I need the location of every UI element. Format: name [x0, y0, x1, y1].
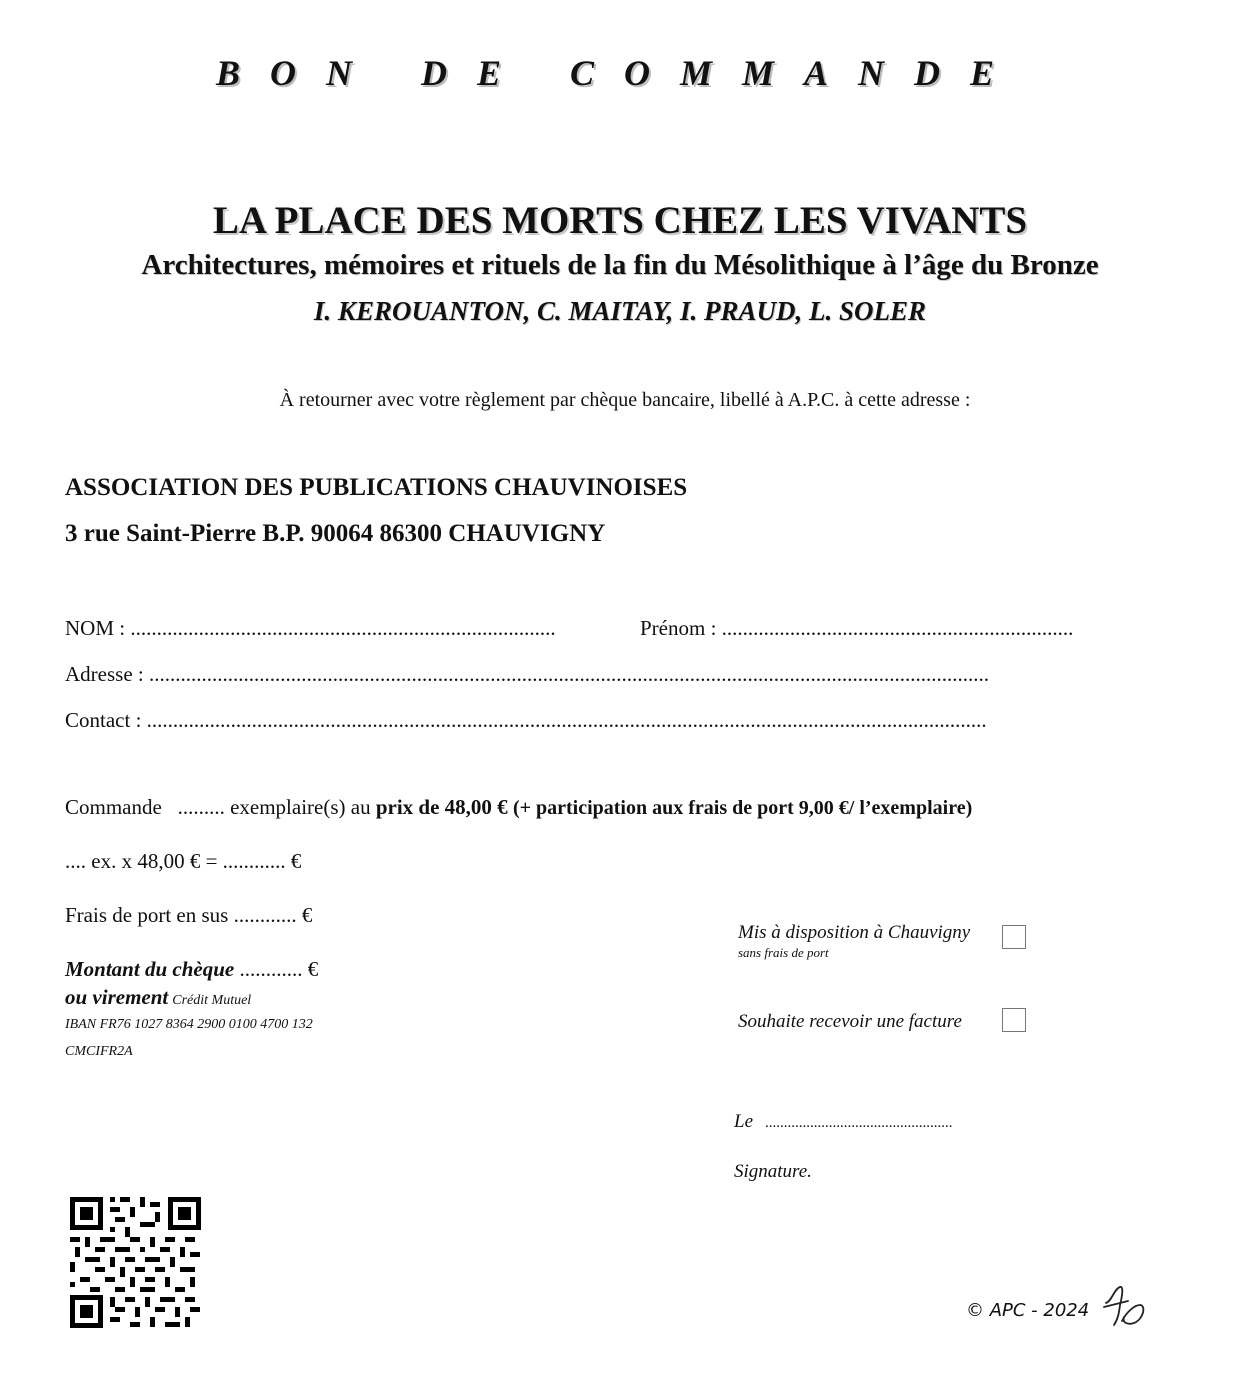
iban-text: IBAN FR76 1027 8364 2900 0100 4700 132 — [65, 1017, 313, 1032]
virement-line — [65, 985, 251, 1010]
copyright-text: © APC - 2024 — [966, 1300, 1090, 1321]
shipping-text: (+ participation aux frais de port 9,00 €/ l’exemplaire) — [512, 797, 973, 819]
virement-label: ou virement — [65, 985, 169, 1009]
date-label: Le — [734, 1111, 753, 1132]
commande-label: Commande — [65, 795, 162, 819]
prenom-field[interactable] — [640, 616, 1073, 641]
book-subtitle: Architectures, mémoires et rituels de la fin du Mésolithique à l’âge du Bronze — [141, 249, 1099, 281]
date-line[interactable] — [734, 1111, 953, 1133]
pickup-checkbox[interactable] — [1002, 925, 1026, 949]
contact-label: Contact : — [65, 708, 142, 732]
organization-address: 3 rue Saint-Pierre B.P. 90064 86300 CHAUVIGNY — [65, 520, 606, 547]
amount-label: Montant du chèque — [65, 957, 235, 981]
page-header: BON DE COMMANDE — [215, 53, 1025, 93]
shipping-line[interactable]: Frais de port en sus ............ € — [65, 903, 313, 927]
prenom-dots[interactable]: ................................................................... — [721, 616, 1074, 640]
pickup-sublabel: sans frais de port — [738, 945, 829, 960]
quantity-input[interactable]: ......... exemplaire(s) au — [177, 795, 371, 819]
nom-dots[interactable]: ................................................................................. — [130, 616, 556, 640]
adresse-dots[interactable]: ................................................................................................................................................................ — [148, 662, 989, 686]
date-dots[interactable]: .................................................. — [765, 1115, 953, 1131]
book-authors: I. KEROUANTON, C. MAITAY, I. PRAUD, L. SOLER — [313, 296, 927, 326]
amount-dots[interactable]: ............ € — [234, 957, 319, 981]
amount-line[interactable] — [65, 957, 318, 982]
book-title: LA PLACE DES MORTS CHEZ LES VIVANTS — [212, 199, 1028, 242]
signature-label[interactable]: Signature. — [734, 1161, 812, 1182]
order-line — [65, 795, 972, 820]
pickup-label: Mis à disposition à Chauvigny — [738, 922, 971, 943]
contact-dots[interactable]: ................................................................................................................................................................ — [146, 708, 987, 732]
apc-logo-icon — [1100, 1283, 1148, 1331]
qr-code-image — [70, 1197, 201, 1328]
organization-name: ASSOCIATION DES PUBLICATIONS CHAUVINOISES — [65, 474, 688, 501]
prenom-label: Prénom : — [640, 616, 717, 640]
return-instruction: À retourner avec votre règlement par chèque bancaire, libellé à A.P.C. à cette adresse : — [279, 389, 971, 411]
subtotal-line[interactable]: .... ex. x 48,00 € = ............ € — [65, 849, 302, 873]
adresse-field[interactable] — [65, 662, 989, 687]
bank-name: Crédit Mutuel — [172, 993, 252, 1008]
contact-field[interactable] — [65, 708, 987, 733]
invoice-label: Souhaite recevoir une facture — [738, 1011, 962, 1032]
invoice-checkbox[interactable] — [1002, 1008, 1026, 1032]
adresse-label: Adresse : — [65, 662, 144, 686]
nom-field[interactable] — [65, 616, 556, 641]
price-text: prix de 48,00 € — [375, 795, 508, 819]
bic-text: CMCIFR2A — [65, 1044, 133, 1059]
nom-label: NOM : — [65, 616, 126, 640]
